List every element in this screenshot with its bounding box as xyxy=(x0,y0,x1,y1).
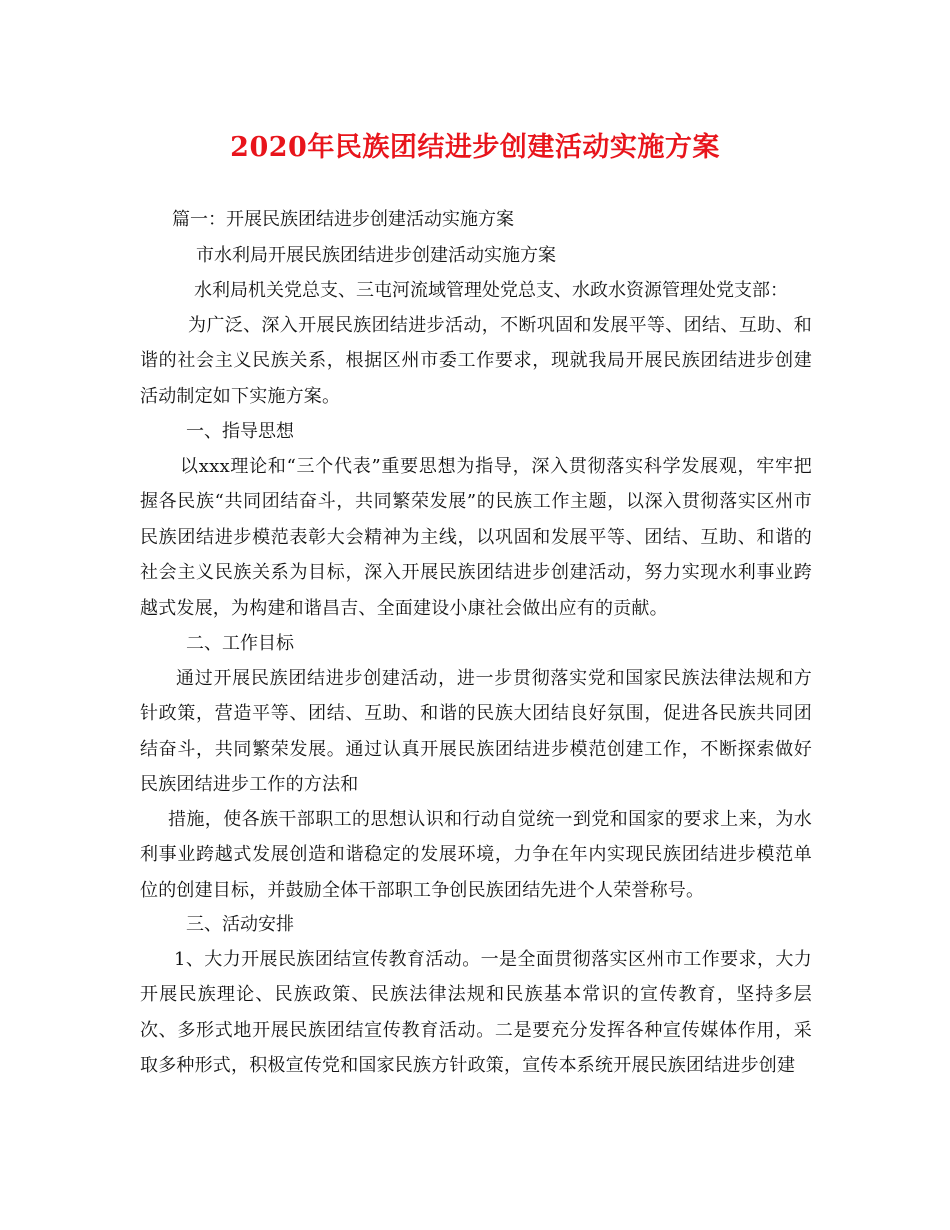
section-body-work-goals-part-a: 通过开展民族团结进步创建活动，进一步贯彻落实党和国家民族法律法规和方针政策，营造平等、团结、互助、和谐的民族大团结良好氛围，促进各民族共同团结奋斗，共同繁荣发展。通过认真开展民族团结进步模范创建工作，不断探索做好民族团结进步工作的方法和 xyxy=(140,668,812,796)
section-title-activity-arrangements: 三、活动安排 xyxy=(186,914,294,935)
heading-plan-name: 市水利局开展民族团结进步创建活动实施方案 xyxy=(196,245,556,266)
intro-paragraph: 为广泛、深入开展民族团结进步活动，不断巩固和发展平等、团结、互助、和谐的社会主义民族关系，根据区州市委工作要求，现就我局开展民族团结进步创建活动制定如下实施方案。 xyxy=(140,315,812,407)
section-title-work-goals: 二、工作目标 xyxy=(186,633,294,654)
recipients-line: 水利局机关党总支、三屯河流域管理处党总支、水政水资源管理处党支部： xyxy=(194,280,788,301)
section-title-guiding-thought: 一、指导思想 xyxy=(186,421,294,442)
activity-item-1: 1、大力开展民族团结宣传教育活动。一是全面贯彻落实区州市工作要求，大力开展民族理论、民族政策、民族法律法规和民族基本常识的宣传教育，坚持多层次、多形式地开展民族团结宣传教育活动。二是要充分发挥各种宣传媒体作用，采取多种形式，积极宣传党和国家民族方针政策，宣传本系统开展民族团结进步创建 xyxy=(140,949,812,1077)
section-body-guiding-thought: 以xxx理论和“三个代表”重要思想为指导，深入贯彻落实科学发展观，牢牢把握各民族“共同团结奋斗，共同繁荣发展”的民族工作主题，以深入贯彻落实区州市民族团结进步模范表彰大会精神为主线，以巩固和发展平等、团结、互助、和谐的社会主义民族关系为目标，深入开展民族团结进步创建活动，努力实现水利事业跨越式发展，为构建和谐昌吉、全面建设小康社会做出应有的贡献。 xyxy=(140,456,812,619)
section-body-work-goals-part-b: 措施，使各族干部职工的思想认识和行动自觉统一到党和国家的要求上来，为水利事业跨越式发展创造和谐稳定的发展环境，力争在年内实现民族团结进步模范单位的创建目标，并鼓励全体干部职工争创民族团结先进个人荣誉称号。 xyxy=(140,809,812,901)
document-title: 2020年民族团结进步创建活动实施方案 xyxy=(230,132,720,163)
heading-part-one: 篇一：开展民族团结进步创建活动实施方案 xyxy=(172,209,514,230)
